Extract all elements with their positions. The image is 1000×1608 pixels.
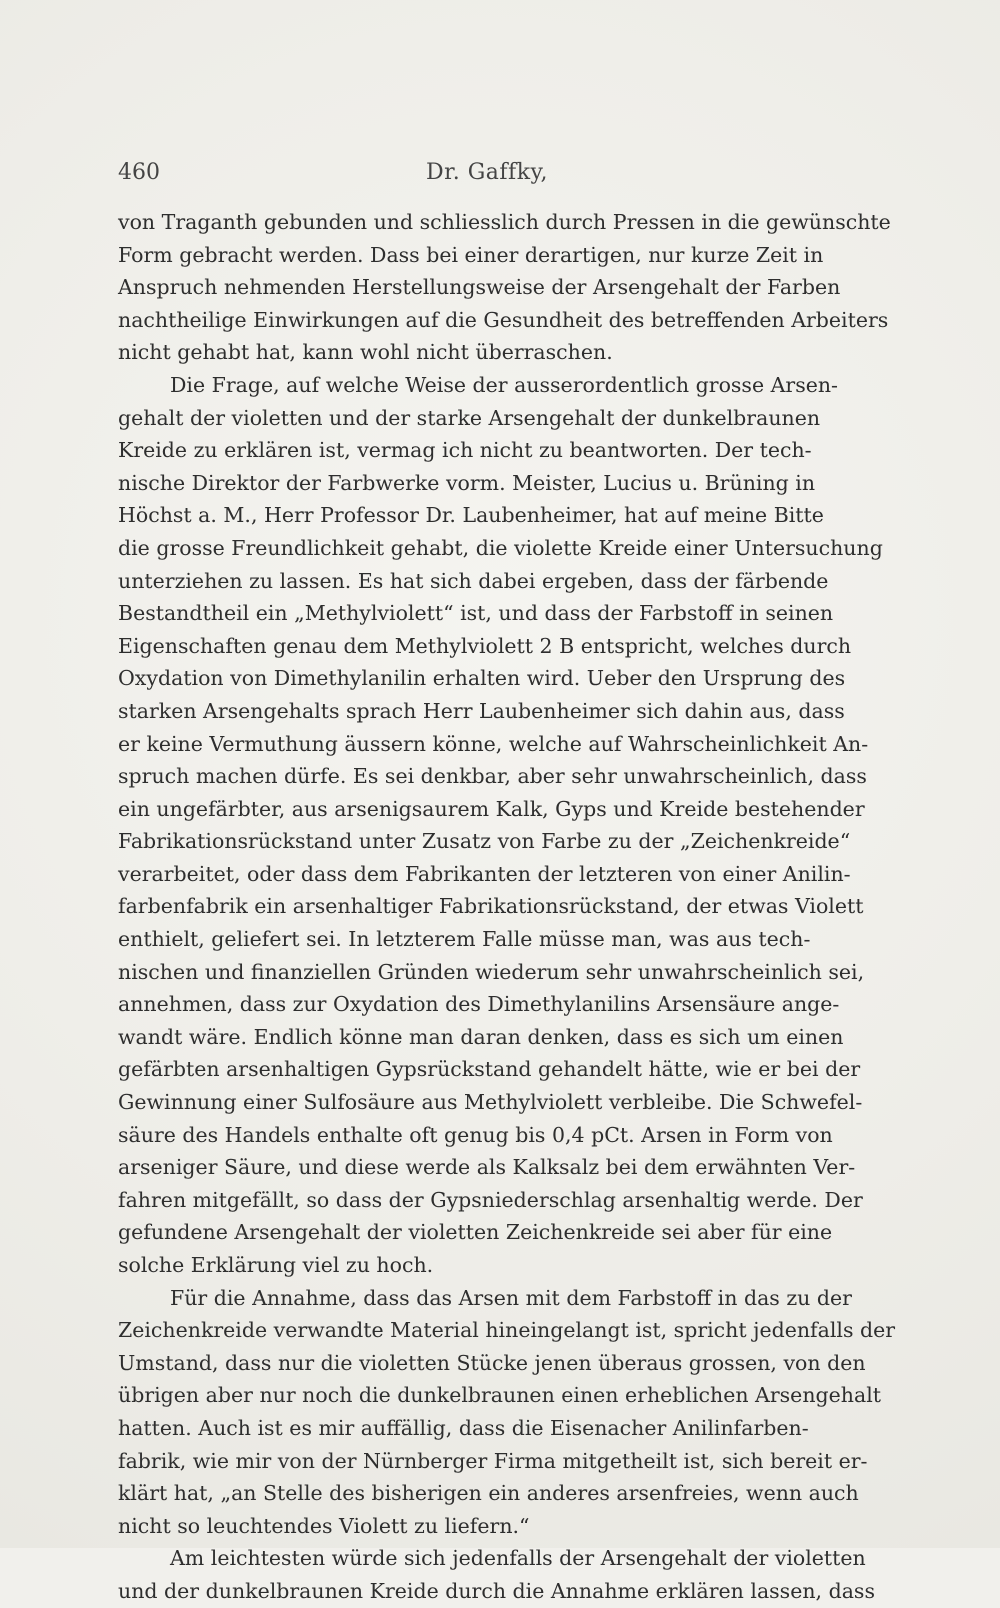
text-line: die grosse Freundlichkeit gehabt, die violette Kreide einer Untersuchung	[118, 535, 883, 560]
text-line: übrigen aber nur noch die dunkelbraunen einen erheblichen Arsengehalt	[118, 1383, 881, 1408]
text-line: fabrik, wie mir von der Nürnberger Firma mitgetheilt ist, sich bereit er-	[118, 1448, 868, 1473]
text-line: Fabrikationsrückstand unter Zusatz von Farbe zu der „Zeichenkreide“	[118, 829, 851, 854]
text-line: wandt wäre. Endlich könne man daran denken, dass es sich um einen	[118, 1024, 844, 1049]
text-line: Höchst a. M., Herr Professor Dr. Laubenheimer, hat auf meine Bitte	[118, 503, 824, 528]
text-line: Eigenschaften genau dem Methylviolett 2 B entspricht, welches durch	[118, 633, 852, 658]
text-line: nicht gehabt hat, kann wohl nicht überraschen.	[118, 340, 613, 365]
text-line: nachtheilige Einwirkungen auf die Gesundheit des betreffenden Arbeiters	[118, 307, 889, 332]
text-line: von Traganth gebunden und schliesslich durch Pressen in die gewünschte	[118, 210, 891, 234]
text-line: Umstand, dass nur die violetten Stücke jenen überaus grossen, von den	[118, 1350, 866, 1375]
text-line: gefundene Arsengehalt der violetten Zeichenkreide sei aber für eine	[118, 1220, 833, 1245]
text-line: ein ungefärbter, aus arsenigsaurem Kalk, Gyps und Kreide bestehender	[118, 796, 865, 821]
page-number: 460	[118, 160, 160, 185]
text-line: Für die Annahme, dass das Arsen mit dem Farbstoff in das zu der	[170, 1285, 852, 1310]
text-line: und der dunkelbraunen Kreide durch die Annahme erklären lassen, dass	[118, 1578, 875, 1603]
text-line: unterziehen zu lassen. Es hat sich dabei ergeben, dass der färbende	[118, 568, 829, 593]
text-line: gehalt der violetten und der starke Arsengehalt der dunkelbraunen	[118, 405, 821, 430]
text-line: annehmen, dass zur Oxydation des Dimethylanilins Arsensäure ange-	[118, 992, 840, 1017]
text-line: Anspruch nehmenden Herstellungsweise der Arsengehalt der Farben	[118, 275, 841, 300]
text-line: klärt hat, „an Stelle des bisherigen ein anderes arsenfreies, wenn auch	[118, 1481, 859, 1506]
text-line: hatten. Auch ist es mir auffällig, dass die Eisenacher Anilinfarben-	[118, 1415, 809, 1440]
text-line: nischen und finanziellen Gründen wiederum sehr unwahrscheinlich sei,	[118, 959, 865, 984]
text-line: farbenfabrik ein arsenhaltiger Fabrikationsrückstand, der etwas Violett	[118, 894, 864, 919]
text-line: Form gebracht werden. Dass bei einer derartigen, nur kurze Zeit in	[118, 242, 824, 267]
text-line: Kreide zu erklären ist, vermag ich nicht zu beantworten. Der tech-	[118, 438, 812, 463]
text-line: arseniger Säure, und diese werde als Kalksalz bei dem erwähnten Ver-	[118, 1155, 856, 1180]
text-line: Bestandtheil ein „Methylviolett“ ist, und dass der Farbstoff in seinen	[118, 601, 834, 626]
text-line: spruch machen dürfe. Es sei denkbar, aber sehr unwahrscheinlich, dass	[118, 764, 867, 789]
text-line: nicht so leuchtendes Violett zu liefern.“	[118, 1513, 530, 1538]
text-line: enthielt, geliefert sei. In letzterem Falle müsse man, was aus tech-	[118, 927, 811, 952]
text-line: Oxydation von Dimethylanilin erhalten wird. Ueber den Ursprung des	[118, 666, 846, 691]
text-line: Gewinnung einer Sulfosäure aus Methylviolett verbleibe. Die Schwefel-	[118, 1090, 863, 1115]
running-head: Dr. Gaffky,	[426, 160, 549, 185]
text-line: solche Erklärung viel zu hoch.	[118, 1253, 434, 1277]
text-line: Die Frage, auf welche Weise der ausserordentlich grosse Arsen-	[170, 372, 838, 397]
text-line: gefärbten arsenhaltigen Gypsrückstand gehandelt hätte, wie er bei der	[118, 1057, 861, 1082]
body-text	[118, 206, 896, 1608]
page-header	[118, 160, 866, 190]
text-line: nische Direktor der Farbwerke vorm. Meister, Lucius u. Brüning in	[118, 470, 816, 495]
text-line: Zeichenkreide verwandte Material hineingelangt ist, spricht jedenfalls der	[118, 1318, 896, 1343]
text-line: fahren mitgefällt, so dass der Gypsniederschlag arsenhaltig werde. Der	[118, 1187, 863, 1212]
text-line: säure des Handels enthalte oft genug bis 0,4 pCt. Arsen in Form von	[118, 1122, 833, 1147]
text-line: er keine Vermuthung äussern könne, welche auf Wahrscheinlichkeit An-	[118, 731, 869, 756]
text-line: verarbeitet, oder dass dem Fabrikanten der letzteren von einer Anilin-	[118, 861, 851, 886]
text-line: starken Arsengehalts sprach Herr Laubenheimer sich dahin aus, dass	[118, 698, 845, 723]
text-line: Am leichtesten würde sich jedenfalls der Arsengehalt der violetten	[170, 1546, 866, 1571]
